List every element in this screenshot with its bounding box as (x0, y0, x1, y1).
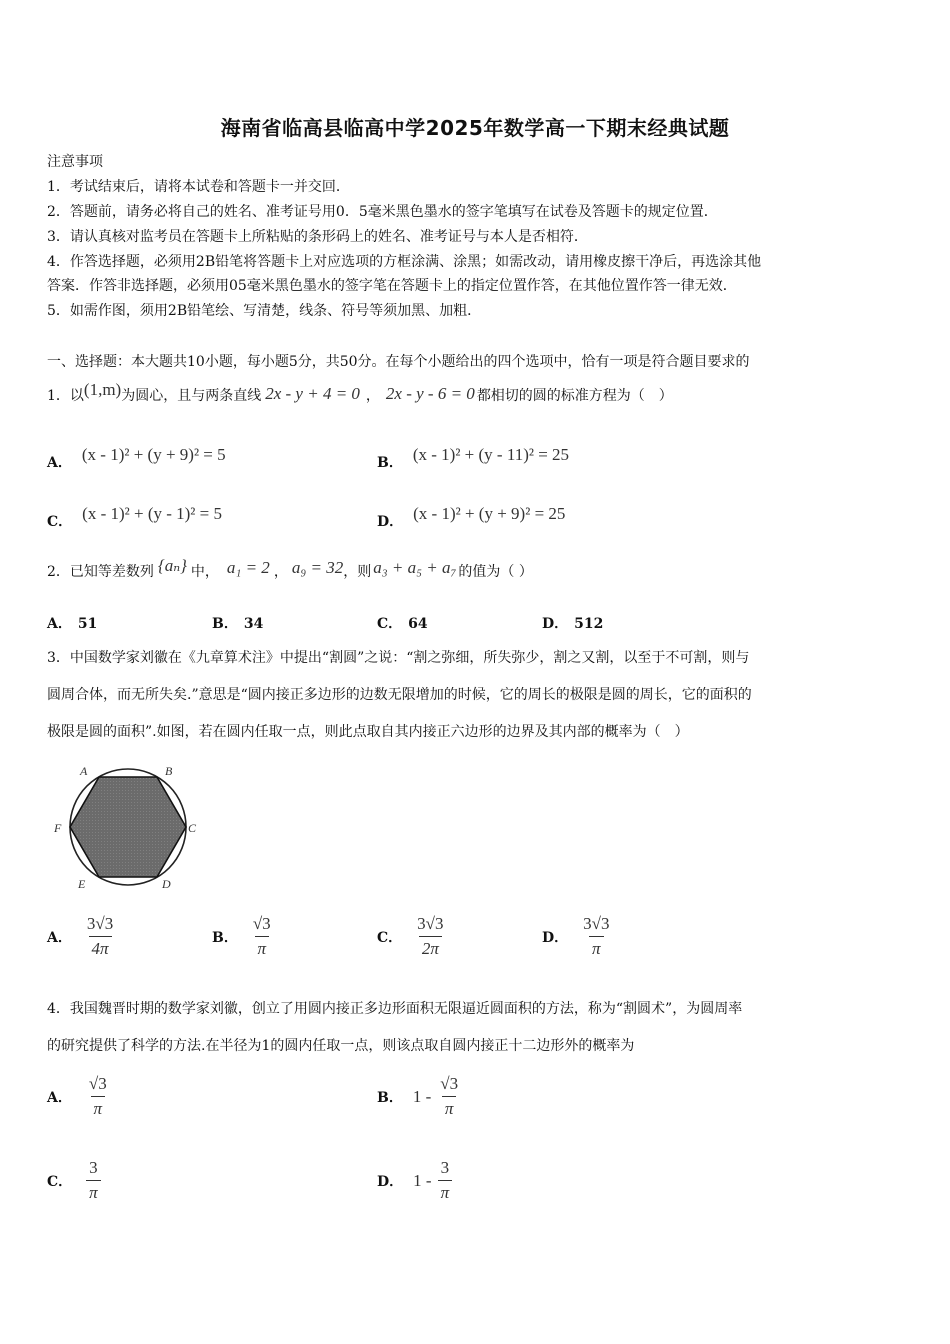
q1-option-b-label: B． (377, 455, 403, 471)
q2-mid2: ，则 (343, 564, 372, 580)
question-3-line-1: 3．中国数学家刘徽在《九章算术注》中提出“割圆”之说：“割之弥细，所失弥少，割之又割，以至于不可割，则与 (47, 650, 750, 666)
q2-option-d-value: 512 (574, 616, 604, 632)
question-4-line-1: 4．我国魏晋时期的数学家刘徽，创立了用圆内接正多边形面积无限逼近圆面积的方法，称为“割圆术”，为圆周率 (47, 1001, 743, 1017)
q3-option-c-fraction (414, 914, 446, 959)
q3-option-d-numerator: 3√3 (583, 914, 610, 933)
q3-option-a[interactable] (47, 914, 116, 959)
q3-option-b-denominator: π (255, 936, 270, 959)
q1-comma: ， (365, 388, 380, 404)
q2-option-d[interactable] (542, 613, 603, 633)
q1-suffix: 都相切的圆的标准方程为（ ） (476, 388, 673, 404)
q4-option-c-fraction (86, 1158, 101, 1203)
q1-option-d[interactable] (377, 497, 565, 531)
question-1-stem (47, 380, 673, 410)
q4-option-a[interactable] (47, 1074, 110, 1119)
q4-option-b-numerator: √3 (440, 1074, 459, 1093)
q2-a9: a₉ = 32 (291, 558, 344, 577)
q4-option-c[interactable] (47, 1158, 101, 1203)
q3-option-a-fraction (84, 914, 116, 959)
q1-line1: 2x - y + 4 = 0 (265, 384, 360, 403)
q3-option-c-label: C． (377, 929, 403, 946)
q3-option-a-numerator: 3√3 (86, 914, 114, 933)
q4-option-a-fraction (86, 1074, 110, 1119)
q4-option-d-prefix: 1 - (413, 1170, 432, 1190)
vertex-label-a: A (80, 764, 88, 778)
notice-heading: 注意事项 (47, 154, 103, 170)
q2-option-c[interactable] (377, 613, 428, 633)
q2-prefix: 2．已知等差数列 (47, 564, 154, 580)
q4-option-c-label: C． (47, 1173, 73, 1190)
q3-option-b-fraction (250, 914, 274, 959)
q2-option-b-value: 34 (243, 616, 264, 632)
q3-option-d-label: D． (542, 929, 569, 946)
q1-option-c-expr: (x - 1)² + (y - 1)² = 5 (82, 504, 222, 523)
q4-option-c-denominator: π (86, 1180, 101, 1203)
q1-option-d-expr: (x - 1)² + (y + 9)² = 25 (413, 504, 566, 523)
q3-option-a-denominator: 4π (89, 936, 112, 959)
q1-prefix: 1．以 (47, 388, 84, 404)
q1-option-a-expr: (x - 1)² + (y + 9)² = 5 (81, 445, 226, 464)
q4-option-a-numerator: √3 (88, 1074, 107, 1093)
q3-option-b[interactable] (212, 914, 274, 959)
q4-option-b-prefix: 1 - (412, 1086, 432, 1106)
q2-suffix: 的值为（ ） (458, 564, 533, 580)
q1-option-c[interactable] (47, 497, 222, 531)
q3-option-d[interactable] (542, 914, 612, 959)
q2-option-a[interactable] (47, 613, 97, 633)
inscribed-hexagon (70, 777, 186, 877)
q1-center: (1,m) (83, 380, 122, 399)
notice-item-1: 1．考试结束后，请将本试卷和答题卡一并交回． (47, 179, 350, 195)
question-3-line-2: 圆周合体，而无所失矣.”意思是“圆内接正多边形的边数无限增加的时候，它的周长的极限是圆的周长，它的面积的 (47, 687, 752, 703)
q4-option-b[interactable] (377, 1074, 461, 1119)
vertex-label-e: E (78, 877, 86, 891)
q2-option-c-value: 64 (408, 616, 428, 632)
vertex-label-d: D (162, 877, 171, 891)
notice-item-3: 3．请认真核对监考员在答题卡上所粘贴的条形码上的姓名、准考证号与本人是否相符． (47, 229, 588, 245)
notice-item-4-cont: 答案．作答非选择题，必须用05毫米黑色墨水的签字笔在答题卡上的指定位置作答，在其他位置作答一律无效． (47, 278, 737, 294)
vertex-label-f: F (54, 821, 62, 835)
q4-option-a-label: A． (47, 1089, 72, 1106)
question-4-line-2: 的研究提供了科学的方法.在半径为1的圆内任取一点，则该点取自圆内接正十二边形外的概率为 (47, 1038, 635, 1054)
q3-option-c-denominator: 2π (419, 936, 442, 959)
q2-mid1: 中， (190, 564, 219, 580)
page-title: 海南省临高县临高中学2025年数学高一下期末经典试题 (220, 116, 730, 140)
q2-option-a-value: 51 (77, 616, 98, 632)
vertex-label-c: C (188, 821, 197, 835)
q4-option-c-numerator: 3 (89, 1158, 98, 1177)
q2-option-a-label: A． (47, 616, 72, 632)
q4-option-a-denominator: π (91, 1096, 106, 1119)
q2-option-c-label: C． (377, 616, 403, 632)
q1-option-b[interactable] (377, 438, 569, 472)
q1-option-a[interactable] (47, 438, 226, 472)
q3-option-d-fraction (580, 914, 612, 959)
q2-option-b[interactable] (212, 613, 263, 633)
question-3-line-3: 极限是圆的面积”.如图，若在圆内任取一点，则此点取自其内接正六边形的边界及其内部的概率为（ ） (47, 724, 689, 740)
notice-item-2: 2．答题前，请务必将自己的姓名、准考证号用0．5毫米黑色墨水的签字笔填写在试卷及答题卡的规定位置． (47, 204, 718, 220)
q3-option-a-label: A． (47, 929, 72, 946)
q1-option-d-label: D． (377, 514, 404, 530)
vertex-label-b: B (165, 764, 173, 778)
q4-option-d-numerator: 3 (440, 1158, 450, 1177)
q4-option-d-denominator: π (438, 1180, 453, 1203)
q3-option-b-label: B． (212, 929, 238, 946)
q4-option-b-denominator: π (442, 1096, 457, 1119)
q3-option-b-numerator: √3 (252, 914, 271, 933)
q2-option-b-label: B． (212, 616, 238, 632)
q3-option-c-numerator: 3√3 (417, 914, 444, 933)
q4-option-b-label: B． (377, 1089, 403, 1106)
q2-sum: a₃ + a₅ + a₇ (373, 558, 457, 577)
q2-comma: ， (273, 564, 288, 580)
q3-option-d-denominator: π (589, 936, 604, 959)
q1-line2: 2x - y - 6 = 0 (385, 384, 475, 403)
q2-option-d-label: D． (542, 616, 569, 632)
notice-item-4: 4．作答选择题，必须用2B铅笔将答题卡上对应选项的方框涂满、涂黑；如需改动，请用橡皮擦干净后，再选涂其他 (47, 254, 762, 270)
q4-option-b-fraction (437, 1074, 461, 1119)
q1-mid: 为圆心，且与两条直线 (121, 388, 262, 404)
hexagon-in-circle-figure (50, 760, 210, 895)
q4-option-d[interactable] (377, 1158, 452, 1203)
q3-option-c[interactable] (377, 914, 447, 959)
q4-option-d-label: D． (377, 1173, 404, 1190)
question-2-stem (47, 556, 533, 586)
notice-item-5: 5．如需作图，须用2B铅笔绘、写清楚，线条、符号等须加黑、加粗． (47, 303, 482, 319)
q2-a1: a₁ = 2 (226, 558, 270, 577)
q1-option-b-expr: (x - 1)² + (y - 11)² = 25 (412, 445, 570, 464)
section-heading: 一、选择题：本大题共10小题，每小题5分，共50分。在每个小题给出的四个选项中，恰有一项是符合题目要求的 (47, 354, 750, 370)
q2-seq: {aₙ} (157, 556, 187, 575)
q4-option-d-fraction (438, 1158, 453, 1203)
q1-option-c-label: C． (47, 514, 73, 530)
q1-option-a-label: A． (47, 455, 72, 471)
